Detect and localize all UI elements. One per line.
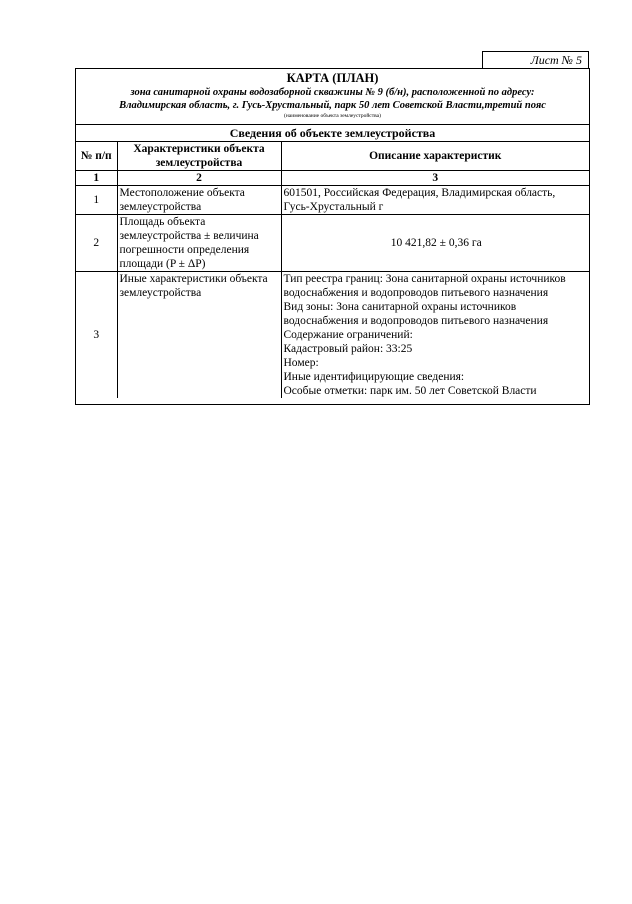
col-number: 2 xyxy=(117,171,281,186)
description-line: Тип реестра границ: Зона санитарной охраны источников xyxy=(283,273,566,285)
row-num: 3 xyxy=(76,272,117,399)
table-row xyxy=(76,186,589,215)
row-description xyxy=(281,272,589,399)
col-header-characteristic: Характеристики объекта землеустройства xyxy=(117,142,281,171)
col-number: 3 xyxy=(281,171,589,186)
table-row xyxy=(76,215,589,272)
row-characteristic: Площадь объекта землеустройства ± величина погрешности определения площади (P ± ΔP) xyxy=(117,215,281,272)
document-frame xyxy=(75,68,590,405)
description-line: Иные идентифицирующие сведения: xyxy=(283,371,465,383)
col-header-num: № п/п xyxy=(76,142,117,171)
table-header-row xyxy=(76,142,589,171)
document-title: КАРТА (ПЛАН) xyxy=(286,71,379,85)
area-value: 10 421,82 ± 0,36 га xyxy=(390,237,482,249)
row-num: 1 xyxy=(76,186,117,215)
row-characteristic: Иные характеристики объекта землеустройства xyxy=(117,272,281,399)
section-title: Сведения об объекте землеустройства xyxy=(76,125,589,142)
row-num: 2 xyxy=(76,215,117,272)
table-row xyxy=(76,272,589,399)
description-line: водоснабжения и водопроводов питьевого назначения xyxy=(283,315,549,327)
row-characteristic: Местоположение объекта землеустройства xyxy=(117,186,281,215)
col-number: 1 xyxy=(76,171,117,186)
description-line: Гусь-Хрустальный г xyxy=(283,201,384,213)
description-line: Особые отметки: парк им. 50 лет Советской Власти xyxy=(283,385,537,397)
description-line: Содержание ограничений: xyxy=(283,329,413,341)
document-subtitle-line1: зона санитарной охраны водозаборной скважины № 9 (б/н), расположенной по адресу: xyxy=(130,87,535,98)
column-number-row xyxy=(76,171,589,186)
description-line: Вид зоны: Зона санитарной охраны источников xyxy=(283,301,517,313)
document-subtitle-line2: Владимирская область, г. Гусь-Хрустальный, парк 50 лет Советской Власти,третий пояс xyxy=(119,100,546,111)
land-object-table xyxy=(76,142,589,398)
col-header-description: Описание характеристик xyxy=(281,142,589,171)
description-line: водоснабжения и водопроводов питьевого назначения xyxy=(283,287,549,299)
description-line: 601501, Российская Федерация, Владимирская область, xyxy=(283,187,556,199)
description-line: Кадастровый район: 33:25 xyxy=(283,343,413,355)
document-caption: (наименование объекта землеустройства) xyxy=(284,113,381,119)
document-header xyxy=(76,69,589,125)
description-line: Номер: xyxy=(283,357,319,369)
row-description xyxy=(281,186,589,215)
row-description xyxy=(281,215,589,272)
sheet-number-label: Лист № 5 xyxy=(482,51,589,68)
